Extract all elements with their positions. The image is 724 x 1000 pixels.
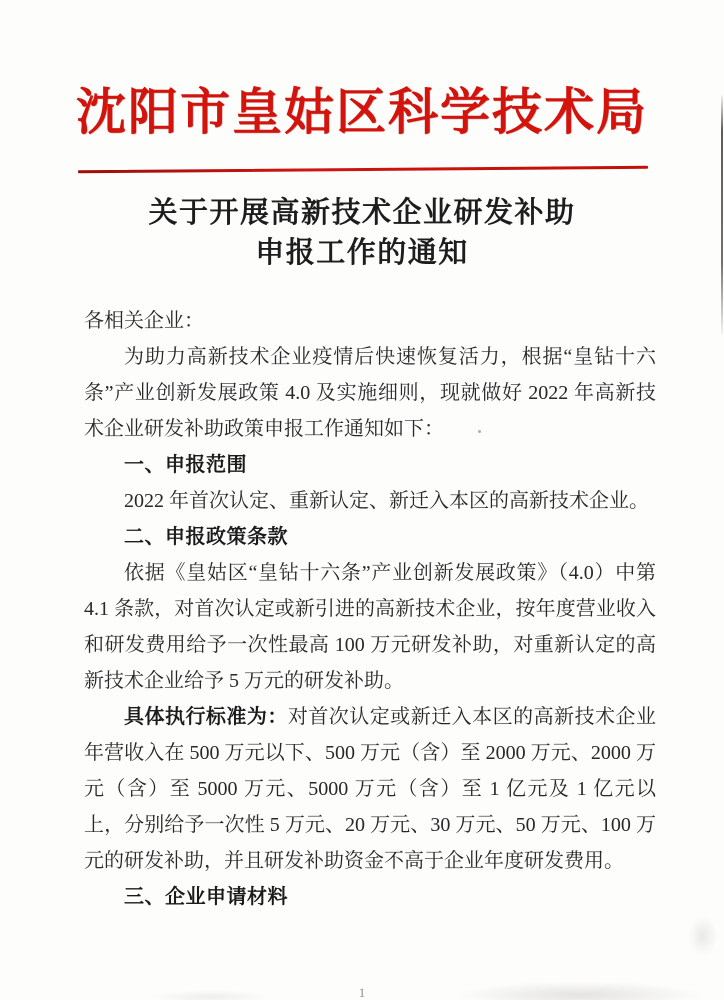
section-1-heading: 一、申报范围 — [124, 454, 247, 476]
scan-edge-artifact — [721, 95, 723, 335]
section-2-paragraph: 依据《皇姑区“皇钻十六条”产业创新发展政策》（4.0）中第 4.1 条款，对首次认定或新引进的高新技术企业，按年度营业收入和研发费用给予一次性最高 100 万元研发补助，对重新认定的高新技术企业给予 5 万元的研发补助。 — [84, 562, 656, 692]
standards-text: 对首次认定或新迁入本区的高新技术企业年营收入在 500 万元以下、500 万元（含）至 2000 万元、2000 万元（含）至 5000 万元、5000 万元（含）至 1 亿元及 1 亿元以上，分别给予一次性 5 万元、20 万元、30 万元、50 万元、100 万元的研发补助，并且研发补助资金不高于企业年度研发费用。 — [84, 706, 657, 872]
intro-paragraph: 为助力高新技术企业疫情后快速恢复活力，根据“皇钻十六条”产业创新发展政策 4.0 及实施细则，现就做好 2022 年高新技术企业研发补助政策申报工作通知如下： — [84, 346, 656, 440]
document-body — [84, 303, 656, 915]
document-title-line2: 申报工作的通知 — [255, 237, 469, 269]
section-2-heading: 二、申报政策条款 — [124, 526, 288, 548]
scan-dot-artifact — [478, 430, 481, 433]
standards-lead-label: 具体执行标准为： — [124, 706, 288, 728]
document-title — [0, 193, 724, 273]
letterhead-org-name: 沈阳市皇姑区科学技术局 — [76, 84, 648, 140]
section-1-paragraph: 2022 年首次认定、重新认定、新迁入本区的高新技术企业。 — [124, 490, 649, 512]
scan-smudge-right — [688, 916, 718, 956]
page-number: 1 — [358, 985, 366, 1000]
standards-paragraph — [84, 699, 656, 879]
document-title-line1: 关于开展高新技术企业研发补助 — [148, 197, 576, 229]
salutation: 各相关企业： — [84, 310, 204, 332]
letterhead-divider-rule — [78, 166, 648, 173]
section-3-heading: 三、企业申请材料 — [124, 886, 288, 908]
